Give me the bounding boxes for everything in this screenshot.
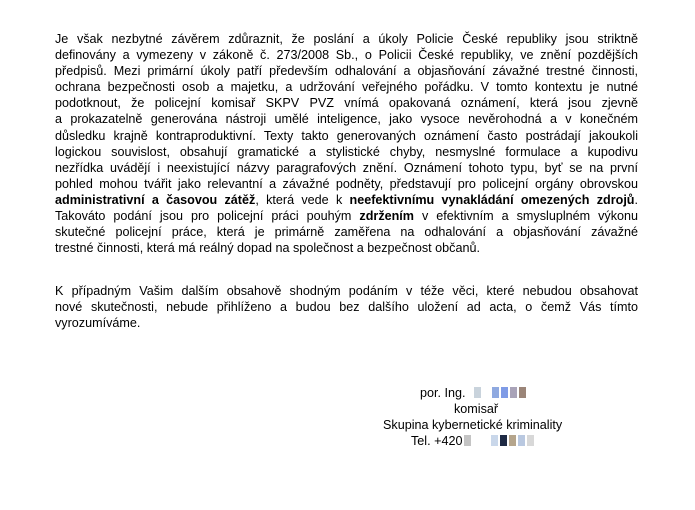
text-segment: podotknout, že policejní komisař SKPV PVZ vnímá opakovaná oznámení, která jsou zjevně — [55, 96, 638, 111]
redaction-block — [509, 435, 516, 446]
text-line — [55, 111, 638, 127]
redaction-block — [500, 435, 507, 446]
redaction-block — [491, 435, 498, 446]
text-segment: vyrozumíváme. — [55, 316, 141, 331]
text-line — [55, 283, 638, 299]
text-line — [55, 47, 638, 63]
redaction-block — [483, 387, 490, 398]
text-segment: v efektivním a smysluplném výkonu — [414, 209, 639, 224]
redaction-block — [473, 435, 480, 446]
text-segment: Je však nezbytné závěrem zdůraznit, že poslání a úkoly Policie České republiky jsou striktně — [55, 32, 638, 46]
signature-name — [420, 385, 528, 401]
redaction-block — [518, 435, 525, 446]
text-segment: ochrana bezpečnosti osob a majetku, a udržování veřejného pořádku. V tomto kontextu je nutné — [55, 80, 638, 95]
text-segment: skutečné policejní práce, která je primárně zaměřena na odhalování a objasňování závažné — [55, 225, 638, 240]
signature-role: komisař — [454, 402, 499, 416]
bold-text: zdržením — [359, 209, 415, 224]
redaction-block — [510, 387, 517, 398]
redaction-block — [474, 387, 481, 398]
bold-text: neefektivnímu vynakládání omezených zdrojů — [349, 192, 635, 207]
redaction-block — [519, 387, 526, 398]
text-segment: pohled mohou tvářit jako relevantní a závažné podněty, představují pro policejní orgány obrovskou — [55, 176, 638, 191]
closing-paragraph — [55, 283, 638, 331]
redaction-block — [492, 387, 499, 398]
text-segment: nezřídka uvádějí i neexistující názvy paragrafových znění. Oznámení tohoto typu, byť se na první — [55, 160, 638, 175]
text-line — [55, 192, 638, 208]
phone-redaction — [464, 435, 536, 446]
text-line — [55, 208, 638, 224]
text-segment: K případným Vašim dalším obsahově shodným podáním v téže věci, které nebudou obsahovat — [55, 284, 638, 298]
text-line — [55, 176, 638, 192]
name-redaction — [474, 387, 528, 398]
text-line — [55, 31, 638, 47]
text-line — [55, 63, 638, 79]
text-line — [55, 128, 638, 144]
signature-phone-prefix: Tel. +420 — [411, 434, 463, 448]
signature-name-prefix: por. Ing. — [420, 386, 466, 400]
text-line — [55, 299, 638, 315]
text-segment: definovány a vymezeny v zákoně č. 273/2008 Sb., o Policii České republiky, ve znění pozdějších — [55, 48, 638, 63]
text-segment: nové skutečnosti, nebude přihlíženo a budou bez dalšího uložení ad acta, o čemž Vás tímto — [55, 300, 638, 315]
text-segment: Takováto podání jsou pro policejní práci pouhým — [55, 209, 360, 224]
text-line — [55, 79, 638, 95]
text-segment: , která vede k — [255, 192, 350, 207]
text-segment: předpisů. Mezi primární úkoly patří především odhalování a objasňování závažné trestné činnosti, — [55, 64, 638, 79]
text-line — [55, 160, 638, 176]
text-line — [55, 315, 638, 331]
bold-text: administrativní a časovou zátěž — [55, 192, 256, 207]
body-paragraph — [55, 31, 638, 256]
text-line — [55, 224, 638, 240]
text-line — [55, 240, 638, 256]
text-segment: logickou souvislost, obsahují gramatické a stylistické chyby, nesmyslné formulace a kupodivu — [55, 144, 638, 159]
text-segment: trestné činnosti, která má reálný dopad na společnost a bezpečnost občanů. — [55, 241, 480, 256]
redaction-block — [527, 435, 534, 446]
redaction-block — [501, 387, 508, 398]
redaction-block — [482, 435, 489, 446]
text-segment: a prokazatelně generována nástroji umělé inteligence, jako vysoce nevěrohodná a v konečném — [55, 112, 638, 127]
text-line — [55, 95, 638, 111]
text-segment: důsledku krajně kontraproduktivní. Texty takto generovaných oznámení často postrádají jakoukoli — [55, 128, 638, 143]
redaction-block — [464, 435, 471, 446]
signature-unit: Skupina kybernetické kriminality — [383, 418, 563, 432]
signature-phone — [411, 433, 536, 449]
text-segment: . — [634, 192, 639, 207]
text-line — [55, 144, 638, 160]
